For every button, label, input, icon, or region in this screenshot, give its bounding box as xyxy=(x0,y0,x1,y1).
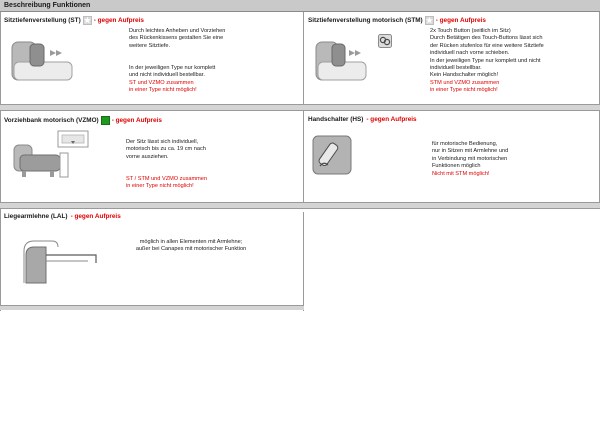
vzmo-warning: ST / STM und VZMO zusammen xyxy=(126,176,208,183)
cell-lal xyxy=(0,209,303,305)
hs-line: nur in Sitzen mit Armlehne und xyxy=(432,148,509,155)
section-title: Beschreibung Funktionen xyxy=(4,2,91,9)
st-line: des Rückenkissens gestalten Sie eine xyxy=(129,35,224,42)
hand-switch-icon xyxy=(312,135,352,175)
section-header xyxy=(0,0,600,12)
touch-button-icon xyxy=(378,34,392,48)
cell-vzmo xyxy=(0,111,303,199)
st-note: und nicht individuell bestellbar. xyxy=(129,72,205,79)
st-title: Sitztiefenverstellung (ST) xyxy=(4,17,81,24)
vzmo-warning: in einer Type nicht möglich! xyxy=(126,183,194,190)
cell-hs xyxy=(304,111,599,199)
st-line: Durch leichtes Anheben und Vorziehen xyxy=(129,28,226,34)
green-badge-icon xyxy=(101,116,110,125)
st-warning: ST und VZMO zusammen xyxy=(129,79,194,86)
sofa-backrest-illustration xyxy=(8,32,78,90)
st-description xyxy=(129,28,225,95)
stm-line: Durch Betätigen des Touch-Buttons lässt sich xyxy=(430,35,543,42)
stm-title: Sitztiefenverstellung motorisch (STM) xyxy=(308,17,423,24)
stm-line: individuell bestellbar. xyxy=(430,65,482,72)
stm-price: - gegen Aufpreis xyxy=(435,17,486,24)
hs-line: Funktionen möglich xyxy=(432,163,481,170)
lal-description xyxy=(126,239,256,254)
stm-line: individuell nach vorne schieben. xyxy=(430,50,510,57)
vzmo-description xyxy=(126,139,207,191)
hs-description xyxy=(432,141,508,178)
stm-line: In der jeweiligen Type nur komplett und nicht xyxy=(430,57,541,64)
vzmo-line: motorisch bis zu ca. 19 cm nach xyxy=(126,146,206,153)
vzmo-heading xyxy=(4,116,162,125)
cell-stm xyxy=(304,12,599,104)
lal-title: Liegearmlehne (LAL) xyxy=(4,213,68,220)
cell-st xyxy=(0,12,303,104)
lal-line: möglich in allen Elementen mit Armlehne; xyxy=(139,239,243,245)
stm-description xyxy=(430,28,544,95)
stm-heading xyxy=(308,16,486,25)
lal-line: außer bei Canapes mit motorischer Funktion xyxy=(135,246,247,253)
st-heading xyxy=(4,16,144,25)
hs-line: in Verbindung mit motorischen xyxy=(432,155,508,162)
star-badge-icon xyxy=(83,16,92,25)
hs-heading xyxy=(308,116,417,123)
st-price: - gegen Aufpreis xyxy=(93,17,144,24)
sofa-backrest-motor-illustration xyxy=(312,32,372,90)
hs-warning: Nicht mit STM möglich! xyxy=(432,170,490,177)
stm-warning: in einer Type nicht möglich! xyxy=(430,87,498,94)
st-warning: in einer Type nicht möglich! xyxy=(129,87,197,94)
lal-bottom-bar xyxy=(0,305,304,310)
hs-title: Handschalter (HS) xyxy=(308,116,364,123)
pull-out-seat-illustration xyxy=(10,129,92,187)
vzmo-line: Der Sitz lässt sich individuell, xyxy=(126,139,199,145)
reclining-armrest-illustration xyxy=(18,233,110,285)
hs-line: für motorische Bedienung, xyxy=(432,141,498,147)
row-separator xyxy=(0,202,600,209)
stm-line: 2x Touch Button (seitlich im Sitz) xyxy=(430,28,511,34)
vzmo-price: - gegen Aufpreis xyxy=(111,117,162,124)
star-badge-icon xyxy=(425,16,434,25)
vzmo-line: vorne ausziehen. xyxy=(126,153,169,160)
lal-heading xyxy=(4,213,121,220)
hs-price: - gegen Aufpreis xyxy=(366,116,417,123)
stm-line: der Rücken stufenlos für eine weitere Sitztiefe xyxy=(430,42,544,49)
st-note: In der jeweiligen Type nur komplett xyxy=(129,65,216,72)
st-line: weitere Sitztiefe. xyxy=(129,42,171,49)
stm-warning: STM und VZMO zusammen xyxy=(430,79,500,86)
lal-price: - gegen Aufpreis xyxy=(70,213,121,220)
stm-line: Kein Handschalter möglich! xyxy=(430,72,499,79)
vzmo-title: Vorziehbank motorisch (VZMO) xyxy=(4,117,99,124)
lal-right-border xyxy=(303,212,304,311)
row-separator xyxy=(0,104,600,111)
